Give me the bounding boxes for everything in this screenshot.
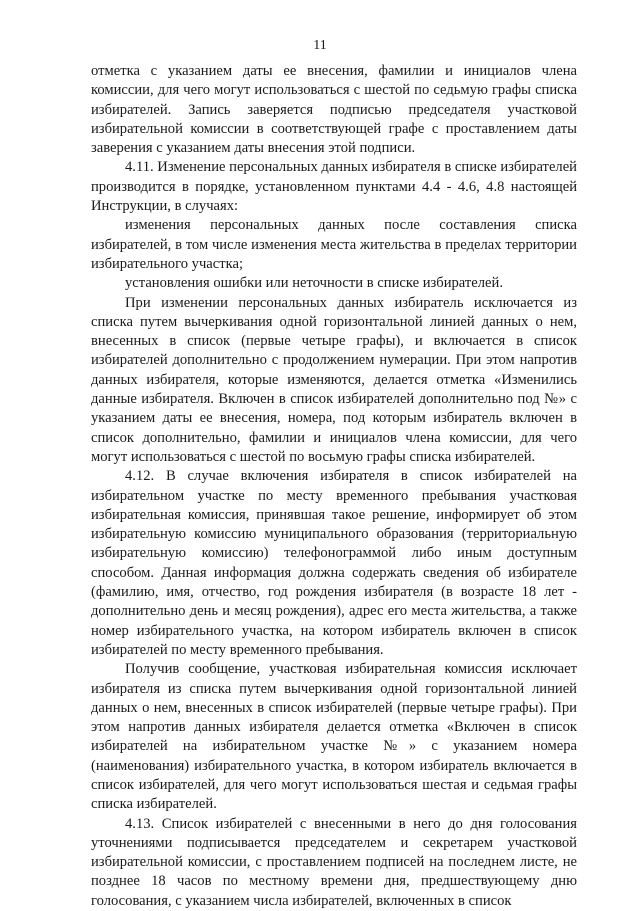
paragraph-4-12: 4.12. В случае включения избирателя в список избирателей на избирательном участке по месту временного пребывания участковая избирательная комиссия, принявшая такое решение, информирует об этом избирательную комиссию муниципального образования (территориальную избирательную комиссию) телефонограммой либо иным доступным способом. Данная информация должна содержать сведения об избирателе (фамилию, имя, отчество, год рождения избирателя (в возрасте 18 лет - дополнительно день и месяц рождения), адрес его места жительства, а также номер избирательного участка, на котором избиратель включен в список избирателей по месту временного пребывания. [91,468,577,658]
paragraph-4-11: 4.11. Изменение персональных данных избирателя в списке избирателей производится в порядке, установленном пунктами 4.4 - 4.6, 4.8 настоящей Инструкции, в случаях: [91,159,577,215]
list-item: установления ошибки или неточности в списке избирателей. [125,275,503,292]
list-item: изменения персональных данных после составления списка избирателей, в том числе изменения места жительства в пределах территории избирательного участка; [91,217,577,272]
paragraph: При изменении персональных данных избиратель исключается из списка путем вычеркивания одной горизонтальной линией данных о нем, внесенных в список (первые четыре графы), и включается в список избирателей дополнительно с продолжением нумерации. При этом напротив данных избирателя, которые изменяются, делается отметка «Изменились данные избирателя. Включен в список избирателей дополнительно под №» с указанием даты ее внесения, номера, под которым избиратель включен в список дополнительно, фамилии и инициалов члена комиссии, для чего могут использоваться с шестой по восьмую графы списка избирателей. [91,294,577,465]
paragraph-4-13: 4.13. Список избирателей с внесенными в него до дня голосования уточнениями подписывается председателем и секретарем участковой избирательной комиссии, с проставлением подписей на последнем листе, не позднее 18 часов по местному времени дня, предшествующему дню голосования, с указанием числа избирателей, включенных в список [91,815,577,909]
page-number: 11 [313,38,327,53]
document-body [91,62,577,911]
paragraph: Получив сообщение, участковая избирательная комиссия исключает избирателя из списка путем вычеркивания одной горизонтальной линией данных о нем, внесенных в список избирателей (первые четыре графы). При этом напротив данных избирателя делается отметка «Включен в список избирателей на избирательном участке №» с указанием номера (наименования) избирательного участка, в котором избиратель включается в список избирателей, для чего могут использоваться шестая и седьмая графы списка избирателей. [91,661,577,813]
paragraph: отметка с указанием даты ее внесения, фамилии и инициалов члена комиссии, для чего могут использоваться с шестой по седьмую графы списка избирателей. Запись заверяется подписью председателя участковой избирательной комиссии в соответствующей графе с проставлением даты заверения с указанием даты внесения этой подписи. [91,63,577,157]
